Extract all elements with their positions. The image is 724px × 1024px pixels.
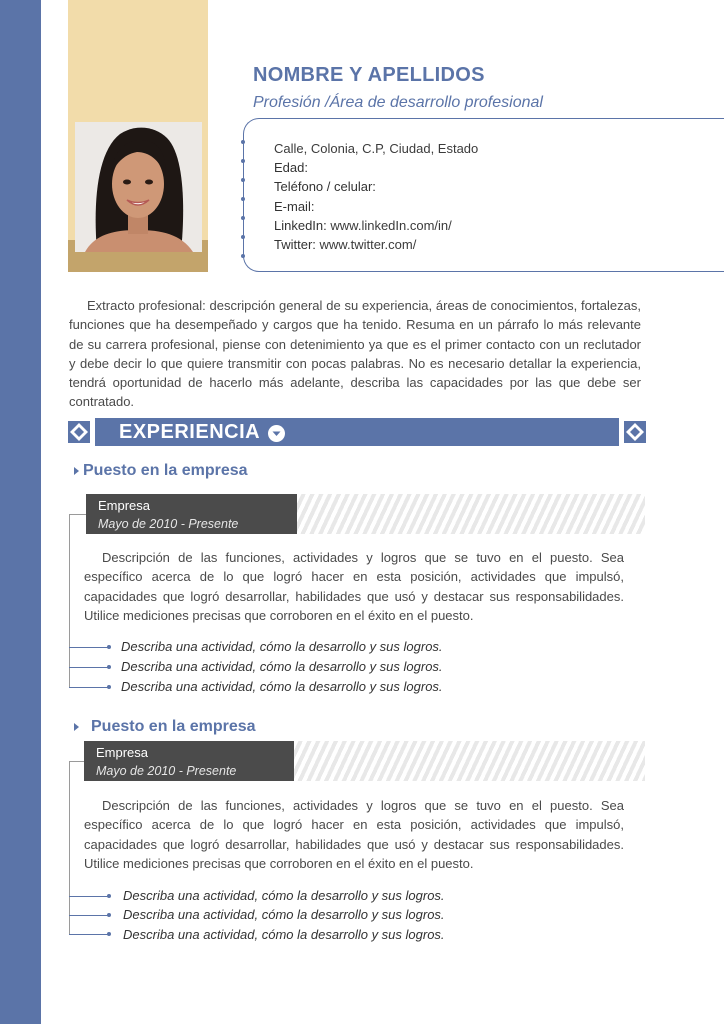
bullet-connector	[69, 667, 109, 668]
email-label: E-mail:	[274, 198, 315, 214]
contact-age	[274, 158, 478, 177]
achievement-bullet: Describa una actividad, cómo la desarrollo y sus logros.	[121, 639, 443, 654]
bullet-dot-icon	[107, 665, 111, 669]
job-caret-icon	[74, 723, 79, 731]
phone-label: Teléfono / celular:	[274, 179, 376, 195]
contact-address: Calle, Colonia, C.P, Ciudad, Estado	[274, 141, 479, 156]
profile-photo	[75, 122, 202, 252]
company-stripe-pattern	[297, 494, 645, 534]
achievement-bullet: Describa una actividad, cómo la desarrollo y sus logros.	[123, 927, 445, 942]
contact-linkedin	[274, 216, 478, 235]
experience-section-title: EXPERIENCIA	[119, 421, 261, 443]
achievement-bullet: Describa una actividad, cómo la desarrollo y sus logros.	[121, 679, 443, 694]
contact-phone	[274, 177, 478, 196]
bullet-connector	[69, 934, 109, 935]
profile-summary: Extracto profesional: descripción general de su experiencia, áreas de conocimientos, fortalezas, funciones que ha desempeñado y cargos que ha tenido. Resuma en un párrafo lo más relevante de su carrera profesional, piense con detenimiento ya que es el primer contacto con un reclutador y debe decir lo que quiere transmitir con pocas palabras. No es necesario detallar la experiencia, tendrá oportunidad de hacerlo más adelante, describa las capacidades por las que debe ser contratado.	[69, 298, 641, 410]
candidate-name: NOMBRE Y APELLIDOS	[253, 64, 485, 86]
company-box	[86, 494, 297, 534]
job-description: Descripción de las funciones, actividades y logros que se tuvo en el puesto. Sea específico acerca de lo que logró hacer en esta posición, actividades que impulsó, capacidades que logró desarrollar, habilidades que usó y destacar sus responsabilidades. Utilice mediciones precisas que corroboren en el éxito en el puesto.	[84, 798, 624, 871]
job-title: Puesto en la empresa	[91, 718, 256, 735]
bullet-connector	[69, 647, 109, 648]
contact-twitter	[274, 235, 478, 254]
collapse-toggle-icon[interactable]	[268, 425, 285, 442]
diamond-ornament-left-icon	[68, 421, 90, 443]
diamond-ornament-right-icon	[624, 421, 646, 443]
twitter-label: Twitter:	[274, 237, 316, 253]
left-accent-bar	[0, 0, 41, 1024]
achievement-bullet: Describa una actividad, cómo la desarrollo y sus logros.	[123, 907, 445, 922]
achievement-bullet: Describa una actividad, cómo la desarrollo y sus logros.	[121, 659, 443, 674]
company-box	[84, 741, 294, 781]
bullet-connector	[69, 687, 109, 688]
contact-email	[274, 197, 478, 216]
age-label: Edad:	[274, 160, 308, 176]
contact-info	[274, 139, 478, 254]
job-timeline-line	[69, 761, 70, 934]
bullet-connector	[69, 915, 109, 916]
achievement-bullet: Describa una actividad, cómo la desarrollo y sus logros.	[123, 888, 445, 903]
bullet-dot-icon	[107, 894, 111, 898]
job-dates: Mayo de 2010 - Presente	[98, 517, 239, 531]
bullet-dot-icon	[107, 932, 111, 936]
company-name: Empresa	[96, 745, 149, 760]
job-caret-icon	[74, 467, 79, 475]
linkedin-label: LinkedIn:	[274, 217, 327, 233]
bullet-connector	[69, 896, 109, 897]
bullet-dot-icon	[107, 645, 111, 649]
linkedin-link[interactable]: www.linkedIn.com/in/	[330, 217, 452, 233]
twitter-link[interactable]: www.twitter.com/	[319, 237, 417, 253]
company-name: Empresa	[98, 498, 151, 513]
bullet-dot-icon	[107, 685, 111, 689]
bullet-dot-icon	[107, 913, 111, 917]
job-title: Puesto en la empresa	[83, 462, 248, 479]
company-stripe-pattern	[294, 741, 645, 781]
profession-subtitle: Profesión /Área de desarrollo profesional	[253, 94, 543, 111]
contact-dots	[241, 140, 247, 260]
job-timeline-line	[69, 514, 70, 687]
job-timeline-tick	[69, 761, 84, 762]
job-dates: Mayo de 2010 - Presente	[96, 764, 237, 778]
job-description: Descripción de las funciones, actividades y logros que se tuvo en el puesto. Sea específico acerca de lo que logró hacer en esta posición, actividades que impulsó, capacidades que logró desarrollar, habilidades que usó y destacar sus responsabilidades. Utilice mediciones precisas que corroboren en el éxito en el puesto.	[84, 550, 624, 623]
job-timeline-tick	[69, 514, 86, 515]
